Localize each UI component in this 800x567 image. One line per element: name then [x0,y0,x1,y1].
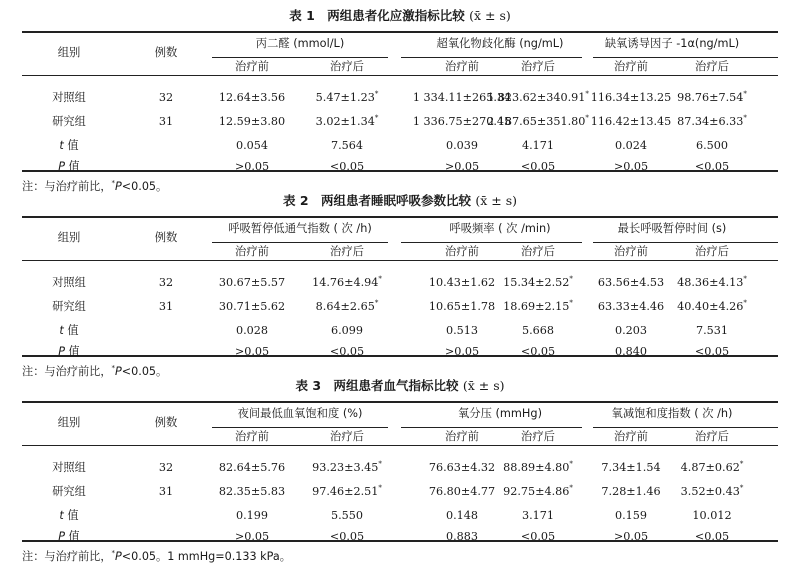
cell-number: >0.05 [613,530,649,543]
cell-number: <0.05 [520,345,556,358]
table-cell-value [236,324,268,338]
table-cell-value [615,345,647,359]
row-count: 31 [158,115,174,128]
cell-number: 0.024 [614,139,648,152]
cell-number: 116.42±13.45 [590,115,672,128]
row-label: 研究组 [52,485,86,498]
footnote-rest: <0.05。 [121,365,168,378]
measure-underline [212,427,388,428]
footnote-p-symbol: P [115,180,122,193]
significance-star: * [739,484,744,492]
row-count: 31 [158,300,174,313]
column-header-measure: 呼吸频率 ( 次 /min) [449,222,551,235]
table-cell-value [503,276,573,290]
table-cell-value [614,530,648,544]
cell-number: 6.500 [695,139,729,152]
cell-number: >0.05 [613,160,649,173]
significance-star: * [378,275,382,283]
column-header-measure: 夜间最低血氧饱和度 (%) [237,407,363,420]
table-title-stat: (x̄ ± s) [462,378,505,393]
table-cell-value [429,276,495,290]
significance-star: * [378,484,382,492]
table-title-text: 表 3 两组患者血气指标比较 [295,378,459,393]
table-top-rule [22,31,778,33]
significance-star: * [374,299,379,307]
cell-number: <0.05 [329,160,365,173]
column-header-count: 例数 [154,231,178,244]
table-cell-value [521,530,555,544]
table-cell-value [235,160,269,174]
cell-number: 88.89±4.80 [503,461,570,474]
table-cell-value [677,300,747,314]
subheader-after-treatment: 治疗后 [695,245,729,258]
table-cell-value [219,115,285,129]
cell-number: 1 334.11±265.34 [412,91,512,104]
table-cell-value [219,300,285,314]
header-bottom-rule [22,445,778,446]
measure-underline [401,427,582,428]
table-cell-value [601,461,660,475]
cell-number: 63.33±4.46 [597,300,665,313]
cell-number: 4.87±0.62 [680,461,740,474]
cell-number: 0.054 [235,139,269,152]
cell-number: 76.63±4.32 [428,461,496,474]
cell-number: 0.159 [614,509,648,522]
table-title [0,193,800,209]
column-header-group: 组别 [57,231,81,244]
table-cell-value [312,461,382,475]
significance-star: * [739,460,744,468]
row-label [59,324,78,338]
table-footnote [22,180,167,194]
table-footnote [22,365,167,379]
cell-number: 18.69±2.15 [503,300,570,313]
table-cell-value [695,530,729,544]
table-cell-value [316,115,379,129]
table-cell-value [429,461,495,475]
footnote-p-symbol: P [115,365,122,378]
table-title [0,378,800,394]
table-cell-value [316,300,379,314]
cell-number: 10.65±1.78 [428,300,496,313]
table-cell-value [591,115,672,129]
table-cell-value [312,485,382,499]
table-cell-value [522,324,554,338]
footnote-prefix: 注：与治疗前比， [22,365,112,378]
footnote-rest: <0.05。1 mmHg=0.133 kPa。 [121,550,291,563]
cell-number: 76.80±4.77 [428,485,496,498]
header-bottom-rule [22,75,778,76]
row-label: 对照组 [52,276,86,289]
table-cell-value [677,115,747,129]
row-label [58,160,80,174]
table-cell-value [598,276,664,290]
significance-star: * [374,114,379,122]
cell-number: <0.05 [694,530,730,543]
table-bottom-rule [22,170,778,172]
cell-number: 93.23±3.45 [312,461,379,474]
table-cell-value [503,300,573,314]
cell-number: <0.05 [520,530,556,543]
cell-number: 6.099 [330,324,364,337]
table-cell-value [235,530,269,544]
cell-number: 116.34±13.25 [590,91,672,104]
row-label: 对照组 [52,91,86,104]
table-bottom-rule [22,355,778,357]
footnote-p-symbol: P [115,550,122,563]
table-cell-value [219,485,285,499]
measure-underline [212,242,388,243]
significance-star: * [743,114,747,122]
significance-star: * [378,460,382,468]
subheader-before-treatment: 治疗前 [235,430,269,443]
table-cell-value [522,139,554,153]
table-cell-value [601,485,660,499]
cell-number: 0.883 [445,530,479,543]
subheader-before-treatment: 治疗前 [235,60,269,73]
cell-number: 48.36±4.13 [677,276,744,289]
cell-number: <0.05 [329,530,365,543]
table-cell-value [331,324,363,338]
cell-number: 82.35±5.83 [218,485,286,498]
column-header-measure: 丙二醛 (mmol/L) [255,37,345,50]
table-cell-value [219,91,285,105]
table-cell-value [521,345,555,359]
table-cell-value [681,461,744,475]
table-cell-value [331,139,363,153]
table-cell-value [330,345,364,359]
cell-number: 5.47±1.23 [315,91,375,104]
cell-number: 0.039 [445,139,479,152]
cell-number: 97.46±2.51 [312,485,379,498]
table-cell-value [681,485,744,499]
cell-number: 5.668 [521,324,555,337]
cell-number: >0.05 [444,345,480,358]
table-cell-value [503,461,573,475]
cell-number: 1 823.62±340.91 [487,91,586,104]
row-label: 研究组 [52,300,86,313]
table-cell-value [615,139,647,153]
column-header-measure: 缺氧诱导因子 -1α(ng/mL) [604,37,740,50]
row-label-suffix: 值 [63,509,79,522]
cell-number: 92.75±4.86 [503,485,570,498]
row-count: 32 [158,461,174,474]
subheader-after-treatment: 治疗后 [330,245,364,258]
measure-underline [212,57,388,58]
row-label-stat-symbol: t [59,139,64,152]
table-cell-value [219,461,285,475]
table-cell-value [219,276,285,290]
subheader-before-treatment: 治疗前 [614,245,648,258]
table-cell-value [235,345,269,359]
row-label-stat-symbol: t [59,324,64,337]
footnote-star: * [111,549,116,557]
table-cell-value [696,324,728,338]
column-header-group: 组别 [57,416,81,429]
table-cell-value [598,300,664,314]
cell-number: <0.05 [520,160,556,173]
table-cell-value [236,139,268,153]
footnote-star: * [111,179,116,187]
row-label [58,345,80,359]
cell-number: 1 336.75±270.45 [412,115,512,128]
subheader-before-treatment: 治疗前 [235,245,269,258]
subheader-after-treatment: 治疗后 [330,430,364,443]
row-count: 31 [158,485,174,498]
row-label-stat-symbol: P [58,160,65,173]
subheader-after-treatment: 治疗后 [521,245,555,258]
row-count: 32 [158,91,174,104]
table-cell-value [591,91,672,105]
significance-star: * [743,275,747,283]
cell-number: 14.76±4.94 [312,276,379,289]
significance-star: * [585,90,589,98]
cell-number: 12.64±3.56 [218,91,286,104]
table-cell-value [429,485,495,499]
row-label-suffix: 值 [63,139,79,152]
cell-number: 10.43±1.62 [428,276,496,289]
row-count: 32 [158,276,174,289]
cell-number: 0.203 [614,324,648,337]
significance-star: * [569,460,573,468]
row-label-suffix: 值 [65,530,80,543]
significance-star: * [585,114,589,122]
measure-underline [593,427,778,428]
table-title-stat: (x̄ ± s) [469,8,511,23]
table-cell-value [446,509,478,523]
measure-underline [593,242,778,243]
subheader-before-treatment: 治疗前 [614,430,648,443]
table-cell-value [446,324,478,338]
table-cell-value [487,115,589,129]
footnote-rest: <0.05。 [121,180,168,193]
cell-number: 82.64±5.76 [218,461,286,474]
row-label: 研究组 [52,115,86,128]
table-title [0,8,800,24]
subheader-after-treatment: 治疗后 [521,60,555,73]
cell-number: <0.05 [694,160,730,173]
column-header-count: 例数 [154,416,178,429]
table-title-stat: (x̄ ± s) [475,193,518,208]
row-label [59,139,78,153]
cell-number: 0.148 [445,509,479,522]
table-cell-value [445,160,479,174]
table-cell-value [236,509,268,523]
table-cell-value [445,345,479,359]
table-cell-value [615,509,647,523]
table-cell-value [614,160,648,174]
cell-number: 10.012 [692,509,732,522]
significance-star: * [743,299,747,307]
header-bottom-rule [22,260,778,261]
table-cell-value [316,91,379,105]
footnote-prefix: 注：与治疗前比， [22,550,112,563]
column-header-count: 例数 [154,46,178,59]
cell-number: 87.34±6.33 [677,115,744,128]
table-title-text: 表 1 两组患者化应激指标比较 [289,8,465,23]
measure-underline [401,242,582,243]
cell-number: <0.05 [694,345,730,358]
cell-number: 7.531 [695,324,729,337]
cell-number: 8.64±2.65 [315,300,375,313]
table-cell-value [677,276,747,290]
cell-number: 12.59±3.80 [218,115,286,128]
cell-number: 7.28±1.46 [601,485,661,498]
cell-number: 30.71±5.62 [218,300,286,313]
subheader-before-treatment: 治疗前 [445,430,479,443]
table-cell-value [330,160,364,174]
cell-number: 4.171 [521,139,555,152]
row-label-stat-symbol: P [58,345,65,358]
row-label-suffix: 值 [65,345,80,358]
cell-number: 40.40±4.26 [677,300,744,313]
significance-star: * [569,275,573,283]
table-cell-value [695,160,729,174]
cell-number: >0.05 [234,530,270,543]
subheader-after-treatment: 治疗后 [330,60,364,73]
cell-number: <0.05 [329,345,365,358]
cell-number: 0.199 [235,509,269,522]
significance-star: * [569,484,573,492]
cell-number: 63.56±4.53 [597,276,665,289]
table-top-rule [22,401,778,403]
cell-number: 3.02±1.34 [315,115,375,128]
table-cell-value [330,530,364,544]
table-cell-value [695,345,729,359]
subheader-after-treatment: 治疗后 [695,430,729,443]
table-top-rule [22,216,778,218]
cell-number: 98.76±7.54 [677,91,744,104]
measure-underline [593,57,778,58]
significance-star: * [374,90,379,98]
table-cell-value [521,160,555,174]
cell-number: 15.34±2.52 [503,276,570,289]
table-cell-value [677,91,747,105]
table-cell-value [429,300,495,314]
cell-number: >0.05 [444,160,480,173]
table-cell-value [487,91,589,105]
column-header-measure: 最长呼吸暂停时间 (s) [617,222,727,235]
table-cell-value [446,530,478,544]
cell-number: 3.52±0.43 [680,485,740,498]
column-header-measure: 超氧化物歧化酶 (ng/mL) [436,37,564,50]
cell-number: 0.028 [235,324,269,337]
cell-number: 5.550 [330,509,364,522]
cell-number: 7.34±1.54 [601,461,661,474]
footnote-prefix: 注：与治疗前比， [22,180,112,193]
row-label-stat-symbol: P [58,530,65,543]
cell-number: 0.513 [445,324,479,337]
table-cell-value [446,139,478,153]
subheader-after-treatment: 治疗后 [521,430,555,443]
table-bottom-rule [22,540,778,542]
table-cell-value [312,276,382,290]
cell-number: 2 187.65±351.80 [487,115,586,128]
table-cell-value [615,324,647,338]
table-cell-value [522,509,554,523]
column-header-measure: 呼吸暂停低通气指数 ( 次 /h) [228,222,372,235]
row-label-suffix: 值 [63,324,79,337]
table-cell-value [503,485,573,499]
cell-number: 0.840 [614,345,648,358]
row-label-suffix: 值 [65,160,80,173]
table-cell-value [692,509,731,523]
column-header-measure: 氧分压 (mmHg) [458,407,542,420]
cell-number: 3.171 [521,509,555,522]
row-label [58,530,80,544]
cell-number: 30.67±5.57 [218,276,286,289]
footnote-star: * [111,364,116,372]
significance-star: * [569,299,573,307]
subheader-before-treatment: 治疗前 [445,245,479,258]
row-label [59,509,78,523]
subheader-after-treatment: 治疗后 [695,60,729,73]
column-header-group: 组别 [57,46,81,59]
cell-number: >0.05 [234,345,270,358]
cell-number: 7.564 [330,139,364,152]
table-cell-value [331,509,363,523]
subheader-before-treatment: 治疗前 [445,60,479,73]
measure-underline [401,57,582,58]
row-label: 对照组 [52,461,86,474]
row-label-stat-symbol: t [59,509,64,522]
column-header-measure: 氧减饱和度指数 ( 次 /h) [611,407,733,420]
significance-star: * [743,90,747,98]
table-footnote [22,550,291,564]
cell-number: >0.05 [234,160,270,173]
table-cell-value [696,139,728,153]
table-title-text: 表 2 两组患者睡眠呼吸参数比较 [282,193,472,208]
subheader-before-treatment: 治疗前 [614,60,648,73]
